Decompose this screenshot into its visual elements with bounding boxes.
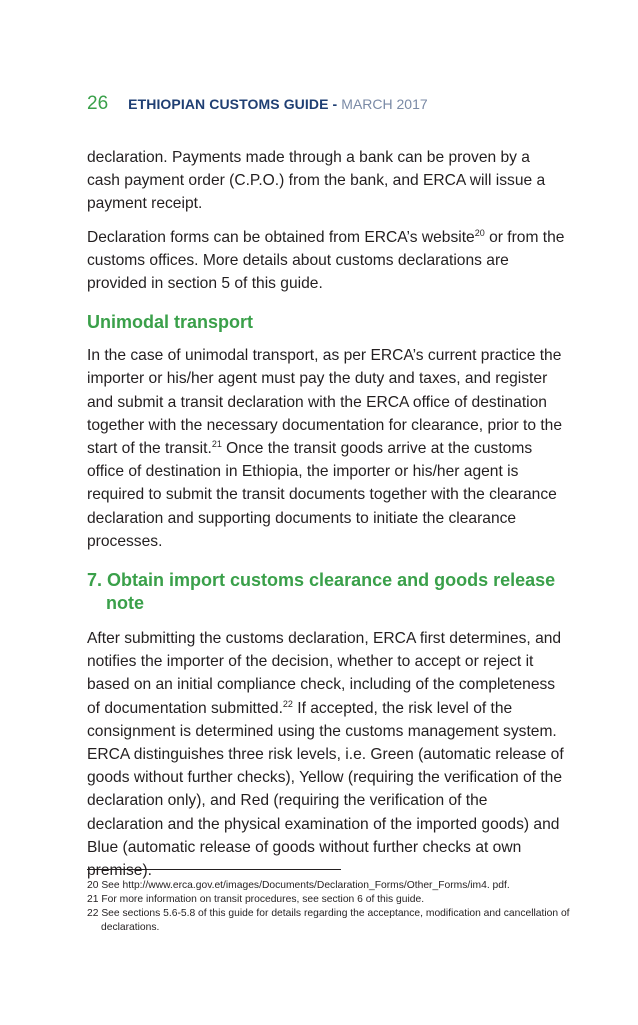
paragraph-clearance-text: After submitting the customs declaration, ERCA first determines, and notifies the importer of the decision, whether to accept or reject it based on an initial compliance check, including of the completeness of documentation submitted. [87, 630, 562, 717]
footnote-22: 22 See sections 5.6-5.8 of this guide for details regarding the acceptance, modification and cancellation of declarations. [87, 908, 570, 933]
footnote-ref-22[interactable]: 22 [282, 698, 293, 709]
paragraph-clearance [87, 627, 567, 882]
paragraph-declaration-forms-text-cont: or from the customs offices. More details about customs declarations are provided in section 5 of this guide. [87, 228, 565, 293]
heading-unimodal-transport: Unimodal transport [87, 312, 254, 333]
paragraph-unimodal-text-cont: Once the transit goods arrive at the customs office of destination in Ethiopia, the importer or his/her agent is required to submit the transit documents together with the clearance declaration and supporting documents to initiate the clearance processes. [87, 440, 557, 550]
footnotes [87, 879, 577, 935]
paragraph-declaration-forms-text: Declaration forms can be obtained from ERCA’s website [87, 228, 475, 246]
footnote-divider [87, 869, 341, 870]
body-text [87, 146, 567, 882]
page-number: 26 [87, 93, 109, 114]
footnote-ref-20[interactable]: 20 [474, 227, 485, 238]
guide-date: MARCH 2017 [341, 96, 428, 112]
running-header [87, 93, 428, 115]
paragraph-payment [87, 146, 567, 216]
guide-title: ETHIOPIAN CUSTOMS GUIDE - [128, 96, 342, 112]
footnote-20: 20 See http://www.erca.gov.et/images/Documents/Declaration_Forms/Other_Forms/im4. pdf. [87, 880, 510, 891]
footnote-21: 21 For more information on transit procedures, see section 6 of this guide. [87, 894, 425, 905]
footnote-ref-21[interactable]: 21 [211, 439, 222, 450]
paragraph-clearance-text-cont: If accepted, the risk level of the consignment is determined using the customs management system. ERCA distinguishes three risk levels, i.e. Green (automatic release of goods without further checks), Yellow (requiring the verification of the declaration only), and Red (requiring the verification of the declaration and the physical examination of the imported goods) and Blue (automatic release of goods without further checks at own premise). [87, 699, 564, 880]
paragraph-declaration-forms [87, 226, 567, 296]
paragraph-unimodal-text: In the case of unimodal transport, as per ERCA’s current practice the importer or his/her agent must pay the duty and taxes, and register and submit a transit declaration with the ERCA office of destination together with the necessary documentation for clearance, prior to the start of the transit. [87, 347, 563, 458]
paragraph-unimodal [87, 344, 567, 553]
paragraph-payment-text: declaration. Payments made through a bank can be proven by a cash payment order (C.P.O.) from the bank, and ERCA will issue a payment receipt. [87, 149, 546, 213]
heading-section-7: 7. Obtain import customs clearance and goods release note [87, 570, 556, 614]
